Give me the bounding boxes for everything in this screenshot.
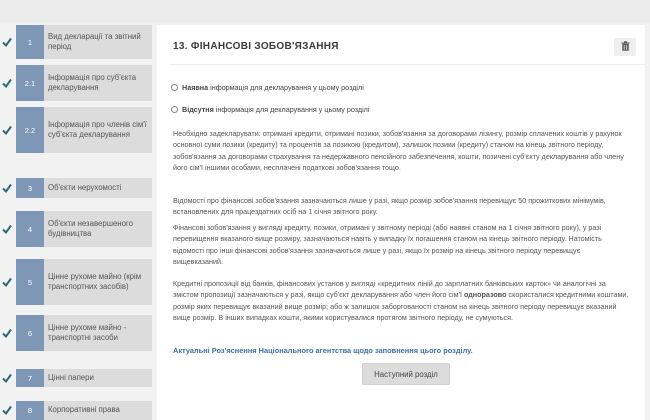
delete-button[interactable] [614,38,636,56]
check-icon [1,124,13,136]
sidebar-item-2-2[interactable] [0,107,152,153]
check-icon [1,36,13,48]
clarifications-link[interactable]: Актуальні Роз'яснення Національного агентства щодо заповнення цього розділу. [173,346,473,355]
option-text: інформація для декларування у цьому розділі [215,105,370,114]
top-bar [0,0,650,22]
option-strong: Відсутня [182,105,214,114]
sidebar-item-number: 6 [16,315,44,351]
emphasis-text: одноразово [463,290,507,300]
check-icon [1,182,13,194]
sidebar-item-3[interactable] [0,178,152,198]
sidebar-item-number: 2.2 [16,107,44,153]
sidebar-item-number: 3 [16,178,44,198]
sidebar-item-5[interactable] [0,259,152,305]
text-segment: Кредитні пропозиції від банків, фінансових установ у вигляді «кредитних ліній до зарплатних банківських карток» чи аналогічні за змістом пропозиції зазначаються у разі, якщо суб'єкт декларування або член його сім'ї [173,279,606,300]
sidebar-item-1[interactable] [0,25,152,59]
info-paragraph: Необхідно задекларувати: отримані кредити, отримані позики, зобов'язання за договорами лізингу, розмір сплачених коштів у рахунок основної суми позики (кредиту) та процентів за позикою (кредитом), залишок позики (кредиту) станом на кінець звітного періоду, зобов'язання за договорами страхування та недержавного пенсійного забезпечення, кошти, позичені суб'єкту декларування або члену його сім'ї іншими особами, несплачені податкові зобов'язання тощо. [173,129,624,173]
sidebar-item-label: Цінні папери [44,369,152,387]
check-icon [1,372,13,384]
radio-button[interactable] [171,106,178,113]
sidebar-item-7[interactable] [0,369,152,387]
option-text: інформація для декларування у цьому розділі [210,83,364,92]
info-paragraph: Відомості про фінансові зобов'язання зазначаються лише у разі, якщо розмір зобов'язання перевищує 50 прожиткових мінімумів, встановлених для працездатних осіб на 1 січня звітного року. [173,196,606,217]
section-panel [157,25,645,420]
next-section-button[interactable]: Наступний розділ [362,363,450,385]
check-icon [1,223,13,235]
sidebar-item-number: 1 [16,25,44,59]
sidebar-item-label: Вид декларації та звітний період [44,25,152,59]
radio-button[interactable] [171,84,178,91]
title-divider [169,64,645,65]
sidebar-item-number: 4 [16,211,44,247]
sidebar-item-number: 7 [16,369,44,387]
sidebar-item-label: Об'єкти нерухомості [44,178,152,198]
text-segment: скористалися кредитними коштами, розмір яких перевищує вказаний вище розмір; або ж залишок заборгованості станом на кінець звітного періоду перевищує вказаний вище розмір. В інших випадках кошти, якими користувалися протягом звітного періоду, не сумуються. [173,290,629,323]
sidebar-item-label: Інформація про членів сім'ї суб'єкта декларування [44,107,152,153]
option-absent[interactable] [171,105,369,114]
sidebar-item-6[interactable] [0,315,152,351]
sidebar-item-label: Корпоративні права [44,401,152,420]
sidebar [0,25,152,420]
info-paragraph: Фінансові зобов'язання у вигляді кредиту, позики, отримані у звітному періоді (або наявні станом на 1 січня звітного року), у разі перевищення вказаного вище розміру, зазначаються навіть у випадку їх погашення станом на кінець звітного періоду. Натомість відомості про інші фінансові зобов'язання зазначаються лише у разі, якщо їх розмір на кінець звітного періоду перевищує вищевказаний. [173,223,602,267]
check-icon [1,77,13,89]
sidebar-item-number: 5 [16,259,44,305]
check-icon [1,276,13,288]
check-icon [1,327,13,339]
sidebar-item-4[interactable] [0,211,152,247]
sidebar-item-number: 2.1 [16,65,44,101]
trash-icon [621,38,630,56]
sidebar-item-label: Об'єкти незавершеного будівництва [44,211,152,247]
option-strong: Наявна [182,83,209,92]
sidebar-item-8[interactable] [0,401,152,420]
sidebar-item-number: 8 [16,401,44,420]
sidebar-item-label: Цінне рухоме майно (крім транспортних засобів) [44,259,152,305]
check-icon [1,404,13,416]
sidebar-item-2-1[interactable] [0,65,152,101]
page-title: 13. ФІНАНСОВІ ЗОБОВ'ЯЗАННЯ [173,41,339,52]
info-paragraph [173,278,631,324]
sidebar-item-label: Цінне рухоме майно - транспортні засоби [44,315,152,351]
sidebar-item-label: Інформація про суб'єкта декларування [44,65,152,101]
option-present[interactable] [171,83,364,92]
